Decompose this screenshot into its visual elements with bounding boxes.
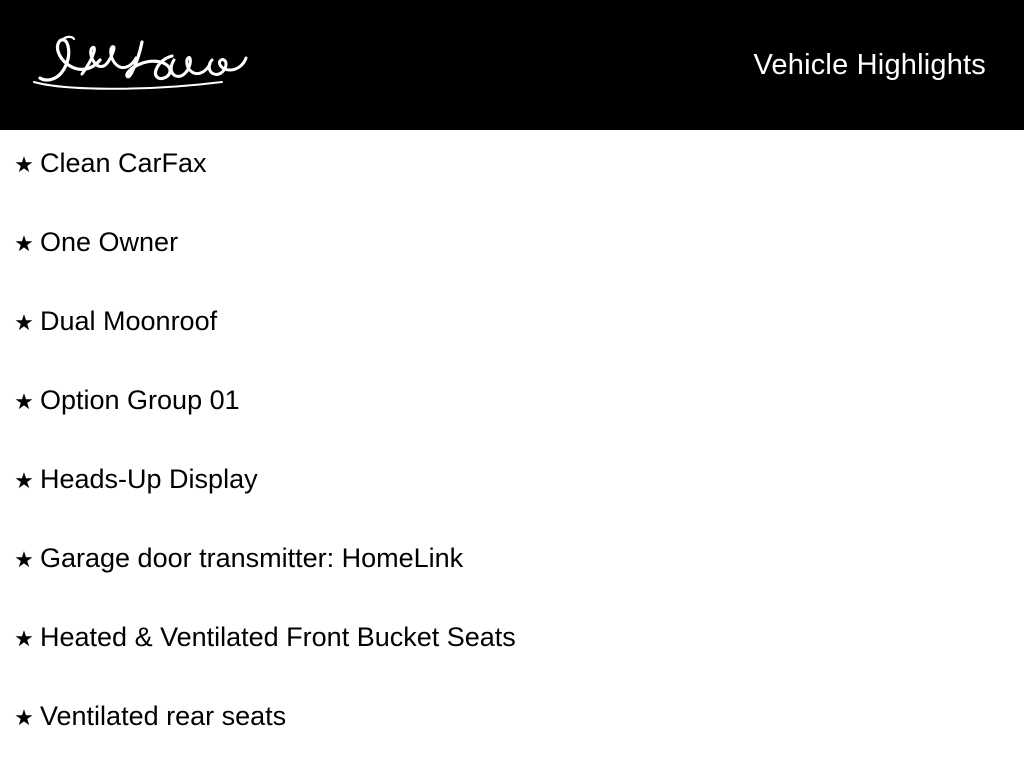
highlight-label: One Owner — [40, 227, 179, 257]
list-item — [0, 150, 1024, 229]
highlight-label: Option Group 01 — [40, 385, 240, 415]
list-item — [0, 229, 1024, 308]
jim-hudson-logo-icon — [22, 30, 252, 100]
list-item — [0, 545, 1024, 624]
list-item — [0, 624, 1024, 703]
page-title: Vehicle Highlights — [753, 48, 986, 81]
list-item — [0, 387, 1024, 466]
list-item — [0, 466, 1024, 545]
star-icon: ★ — [14, 389, 34, 414]
highlights-list — [0, 130, 1024, 782]
list-item — [0, 308, 1024, 387]
highlight-label: Dual Moonroof — [40, 306, 218, 336]
highlight-label: Ventilated rear seats — [40, 701, 287, 731]
star-icon: ★ — [14, 231, 34, 256]
slide-header — [0, 0, 1024, 130]
highlight-label: Heated & Ventilated Front Bucket Seats — [40, 622, 516, 652]
highlight-label: Clean CarFax — [40, 148, 207, 178]
star-icon: ★ — [14, 547, 34, 572]
star-icon: ★ — [14, 310, 34, 335]
star-icon: ★ — [14, 468, 34, 493]
star-icon: ★ — [14, 626, 34, 651]
highlight-label: Heads-Up Display — [40, 464, 258, 494]
star-icon: ★ — [14, 705, 34, 730]
highlight-label: Garage door transmitter: HomeLink — [40, 543, 464, 573]
star-icon: ★ — [14, 152, 34, 177]
list-item — [0, 703, 1024, 782]
